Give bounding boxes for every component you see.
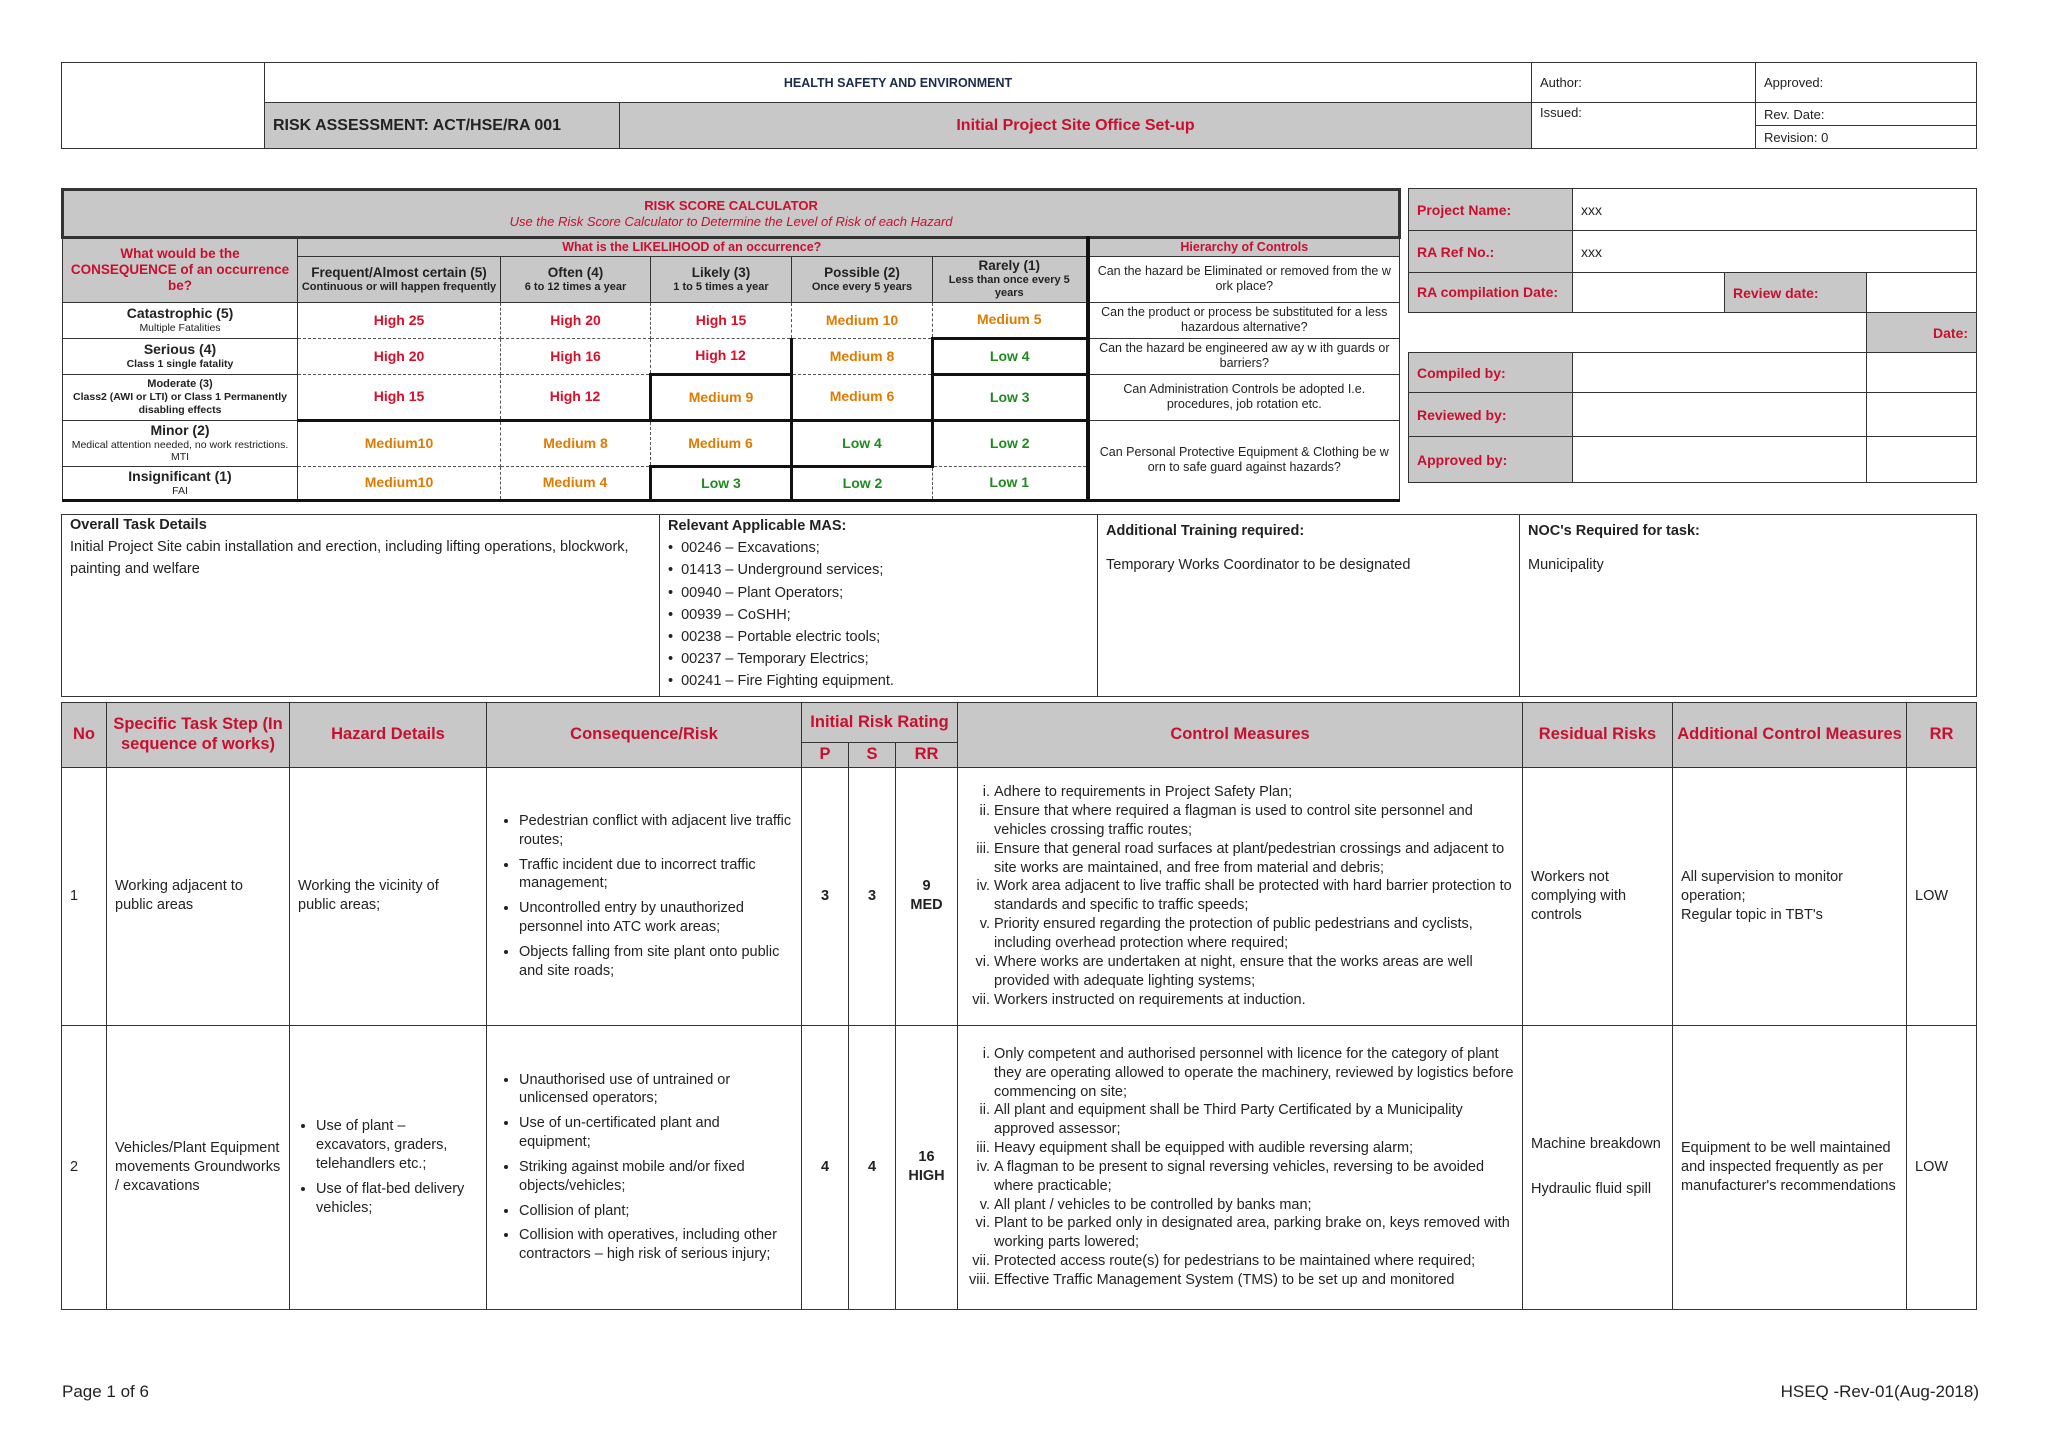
row-consequences: [487, 767, 802, 1025]
risk-cell: Low 4: [933, 338, 1088, 374]
row-additional: All supervision to monitor operation; Regular topic in TBT's: [1673, 767, 1907, 1025]
risk-cell: High 12: [501, 374, 651, 420]
ra-ref-label: RA Ref No.:: [1409, 231, 1573, 273]
overall-task-details: [62, 515, 660, 697]
author-field: Author:: [1532, 63, 1756, 103]
likelihood-col-4: Possible (2) Once every 5 years: [792, 257, 933, 303]
hoc-substitute: Can the product or process be substituted for a less hazardous alternative?: [1088, 302, 1400, 338]
additional-training: [1098, 515, 1520, 697]
review-date-label: Review date:: [1725, 273, 1867, 313]
rev-date-field: Rev. Date:: [1756, 103, 1977, 126]
consequence-item: • Striking against mobile and/or fixed objects/vehicles;: [519, 1158, 793, 1196]
consequence-label: Minor (2) Medical attention needed, no work restrictions. MTI: [63, 420, 298, 466]
training-text: Temporary Works Coordinator to be designated: [1106, 556, 1411, 573]
hoc-administration: Can Administration Controls be adopted I.e. procedures, job rotation etc.: [1088, 374, 1400, 420]
col-task-step: Specific Task Step (In sequence of works): [107, 703, 290, 768]
row-residual: Machine breakdown Hydraulic fluid spill: [1523, 1025, 1673, 1309]
hoc-title: Hierarchy of Controls: [1088, 238, 1400, 257]
control-item: iv. A flagman to be present to signal reversing vehicles, reversing to be avoided where practicable;: [994, 1158, 1518, 1196]
control-item: ii. All plant and equipment shall be Third Party Certificated by a Municipality approved assessor;: [994, 1101, 1518, 1139]
logo-area: [62, 63, 265, 149]
col-s: S: [849, 743, 896, 768]
row-no: 1: [62, 767, 107, 1025]
likelihood-col-1: Frequent/Almost certain (5) Continuous or will happen frequently: [298, 257, 501, 303]
task-overview: [61, 514, 1976, 697]
risk-cell: High 20: [298, 338, 501, 374]
control-item: iii. Heavy equipment shall be equipped with audible reversing alarm;: [994, 1139, 1518, 1158]
hazard-item: • Use of plant – excavators, graders, telehandlers etc.;: [316, 1117, 478, 1174]
col-residual-risks: Residual Risks: [1523, 703, 1673, 768]
consequence-item: • Uncontrolled entry by unauthorized personnel into ATC work areas;: [519, 899, 793, 937]
compiled-by-label: Compiled by:: [1409, 353, 1573, 393]
approved-by-label: Approved by:: [1409, 437, 1573, 483]
risk-cell: Medium 5: [933, 302, 1088, 338]
hoc-engineer: Can the hazard be engineered aw ay w ith guards or barriers?: [1088, 338, 1400, 374]
likelihood-question: What is the LIKELIHOOD of an occurrence?: [298, 238, 1088, 257]
consequence-row-serious: [63, 338, 1400, 374]
mas-item: • 00238 – Portable electric tools;: [668, 626, 1089, 648]
row-no: 2: [62, 1025, 107, 1309]
mas-item: • 00237 – Temporary Electrics;: [668, 648, 1089, 670]
control-item: v. All plant / vehicles to be controlled by banks man;: [994, 1196, 1518, 1215]
risk-cell: High 25: [298, 302, 501, 338]
risk-cell: Low 1: [933, 466, 1088, 500]
control-item: viii. Effective Traffic Management System (TMS) to be set up and monitored: [994, 1271, 1518, 1290]
control-item: vi. Plant to be parked only in designated area, parking brake on, keys removed with working parts lowered;: [994, 1214, 1518, 1252]
mas-item: • 00241 – Fire Fighting equipment.: [668, 670, 1089, 692]
hoc-eliminate: Can the hazard be Eliminated or removed from the w ork place?: [1088, 257, 1400, 303]
risk-cell: Medium 10: [792, 302, 933, 338]
col-consequence: Consequence/Risk: [487, 703, 802, 768]
row-p: 3: [802, 767, 849, 1025]
col-rr-initial: RR: [896, 743, 958, 768]
risk-cell: High 16: [501, 338, 651, 374]
control-item: vii. Protected access route(s) for pedestrians to be maintained where required;: [994, 1252, 1518, 1271]
row-consequences: [487, 1025, 802, 1309]
review-date-value: [1867, 273, 1977, 313]
control-item: i. Adhere to requirements in Project Safety Plan;: [994, 783, 1518, 802]
row-additional: Equipment to be well maintained and inspected frequently as per manufacturer's recommendations: [1673, 1025, 1907, 1309]
risk-cell: High 15: [298, 374, 501, 420]
row-residual: Workers not complying with controls: [1523, 767, 1673, 1025]
likelihood-col-3: Likely (3) 1 to 5 times a year: [651, 257, 792, 303]
col-additional-controls: Additional Control Measures: [1673, 703, 1907, 768]
project-info-panel: [1408, 188, 1976, 483]
row-hazard: [290, 1025, 487, 1309]
risk-cell: Medium 4: [501, 466, 651, 500]
consequence-item: • Collision with operatives, including other contractors – high risk of serious injury;: [519, 1226, 793, 1264]
row-controls: [958, 767, 1523, 1025]
approved-field: Approved:: [1756, 63, 1977, 103]
ra-ref-value: xxx: [1573, 231, 1977, 273]
control-item: ii. Ensure that where required a flagman is used to control site personnel and vehicles crossing traffic routes;: [994, 802, 1518, 840]
calculator-subtitle: Use the Risk Score Calculator to Determine the Level of Risk of each Hazard: [509, 213, 953, 229]
reviewed-by-value: [1573, 393, 1867, 437]
risk-cell: Low 3: [651, 466, 792, 500]
col-rr: RR: [1907, 703, 1977, 768]
hoc-ppe: Can Personal Protective Equipment & Clothing be w orn to safe guard against hazards?: [1088, 420, 1400, 500]
relevant-mas: [660, 515, 1098, 697]
hazard-item: • Use of flat-bed delivery vehicles;: [316, 1180, 478, 1218]
row-s: 4: [849, 1025, 896, 1309]
consequence-label: Serious (4) Class 1 single fatality: [63, 338, 298, 374]
approved-date-value: [1867, 437, 1977, 483]
consequence-label: Catastrophic (5) Multiple Fatalities: [63, 302, 298, 338]
risk-cell: High 12: [651, 338, 792, 374]
ra-compilation-value: [1573, 273, 1725, 313]
task-details-text: Initial Project Site cabin installation and erection, including lifting operations, blockwork, painting and welfare: [70, 538, 629, 577]
row-task-step: Working adjacent to public areas: [107, 767, 290, 1025]
consequence-item: • Pedestrian conflict with adjacent live traffic routes;: [519, 812, 793, 850]
consequence-item: • Use of un-certificated plant and equipment;: [519, 1114, 793, 1152]
consequence-row-catastrophic: [63, 302, 1400, 338]
col-initial-risk: Initial Risk Rating: [802, 703, 958, 743]
col-p: P: [802, 743, 849, 768]
risk-assessment-table: [61, 702, 1976, 1310]
risk-cell: High 20: [501, 302, 651, 338]
row-rr2: LOW: [1907, 1025, 1977, 1309]
mas-item: • 01413 – Underground services;: [668, 559, 1089, 581]
risk-cell: Medium 9: [651, 374, 792, 420]
noc-required: [1520, 515, 1977, 697]
row-task-step: Vehicles/Plant Equipment movements Groundworks / excavations: [107, 1025, 290, 1309]
consequence-item: • Unauthorised use of untrained or unlicensed operators;: [519, 1071, 793, 1109]
table-row: [62, 1025, 1977, 1309]
risk-cell: Medium10: [298, 466, 501, 500]
row-rr2: LOW: [1907, 767, 1977, 1025]
row-rr: 16 HIGH: [896, 1025, 958, 1309]
control-item: vi. Where works are undertaken at night, ensure that the works areas are well provided with adequate lighting systems;: [994, 953, 1518, 991]
approved-by-value: [1573, 437, 1867, 483]
control-item: v. Priority ensured regarding the protection of public pedestrians and cyclists, including overhead protection where required;: [994, 915, 1518, 953]
project-name-value: xxx: [1573, 189, 1977, 231]
noc-title: NOC's Required for task:: [1528, 523, 1700, 539]
mas-title: Relevant Applicable MAS:: [668, 518, 847, 534]
consequence-item: • Traffic incident due to incorrect traffic management;: [519, 856, 793, 894]
consequence-item: • Collision of plant;: [519, 1202, 793, 1221]
calculator-title: RISK SCORE CALCULATOR: [644, 197, 818, 213]
form-code: HSEQ -Rev-01(Aug-2018): [1780, 1382, 1979, 1401]
row-p: 4: [802, 1025, 849, 1309]
risk-cell: Low 2: [933, 420, 1088, 466]
risk-cell: Low 2: [792, 466, 933, 500]
date-label: Date:: [1867, 313, 1977, 353]
consequence-label: Moderate (3) Class2 (AWI or LTI) or Class 1 Permanently disabling effects: [63, 374, 298, 420]
consequence-question: What would be the CONSEQUENCE of an occurrence be?: [63, 238, 298, 303]
row-s: 3: [849, 767, 896, 1025]
ra-compilation-label: RA compilation Date:: [1409, 273, 1573, 313]
risk-score-calculator: [61, 188, 1398, 502]
revision-field: Revision: 0: [1756, 126, 1977, 149]
ra-code: RISK ASSESSMENT: ACT/HSE/RA 001: [265, 103, 620, 149]
consequence-row-minor: [63, 420, 1400, 466]
table-row: [62, 767, 1977, 1025]
risk-cell: Medium 8: [792, 338, 933, 374]
col-no: No: [62, 703, 107, 768]
reviewed-date-value: [1867, 393, 1977, 437]
risk-cell: High 15: [651, 302, 792, 338]
issued-field: Issued:: [1532, 103, 1756, 149]
risk-cell: Low 3: [933, 374, 1088, 420]
likelihood-col-5: Rarely (1) Less than once every 5 years: [933, 257, 1088, 303]
project-name-label: Project Name:: [1409, 189, 1573, 231]
row-controls: [958, 1025, 1523, 1309]
consequence-label: Insignificant (1) FAI: [63, 466, 298, 500]
page-number: Page 1 of 6: [62, 1382, 149, 1401]
control-item: iv. Work area adjacent to live traffic shall be protected with hard barrier protection to standards and specific to traffic speeds;: [994, 877, 1518, 915]
col-hazard: Hazard Details: [290, 703, 487, 768]
control-item: vii. Workers instructed on requirements at induction.: [994, 991, 1518, 1010]
consequence-item: • Objects falling from site plant onto public and site roads;: [519, 943, 793, 981]
row-hazard: Working the vicinity of public areas;: [290, 767, 487, 1025]
mas-item: • 00940 – Plant Operators;: [668, 582, 1089, 604]
likelihood-col-2: Often (4) 6 to 12 times a year: [501, 257, 651, 303]
col-control-measures: Control Measures: [958, 703, 1523, 768]
risk-cell: Medium10: [298, 420, 501, 466]
consequence-row-moderate: [63, 374, 1400, 420]
task-details-title: Overall Task Details: [70, 517, 207, 533]
training-title: Additional Training required:: [1106, 523, 1305, 539]
risk-cell: Medium 6: [651, 420, 792, 466]
mas-item: • 00939 – CoSHH;: [668, 604, 1089, 626]
control-item: iii. Ensure that general road surfaces at plant/pedestrian crossings and adjacent to site works are maintained, and free from material and debris;: [994, 840, 1518, 878]
risk-cell: Low 4: [792, 420, 933, 466]
department-title: HEALTH SAFETY AND ENVIRONMENT: [265, 63, 1532, 103]
risk-cell: Medium 6: [792, 374, 933, 420]
document-title: Initial Project Site Office Set-up: [620, 103, 1532, 149]
risk-cell: Medium 8: [501, 420, 651, 466]
document-header: [61, 62, 1976, 149]
row-rr: 9 MED: [896, 767, 958, 1025]
noc-text: Municipality: [1528, 556, 1604, 573]
compiled-by-value: [1573, 353, 1867, 393]
compiled-date-value: [1867, 353, 1977, 393]
mas-item: • 00246 – Excavations;: [668, 537, 1089, 559]
reviewed-by-label: Reviewed by:: [1409, 393, 1573, 437]
control-item: i. Only competent and authorised personnel with licence for the category of plant they are operating allowed to operate the machinery, reviewed by logistics before commencing on site;: [994, 1045, 1518, 1102]
